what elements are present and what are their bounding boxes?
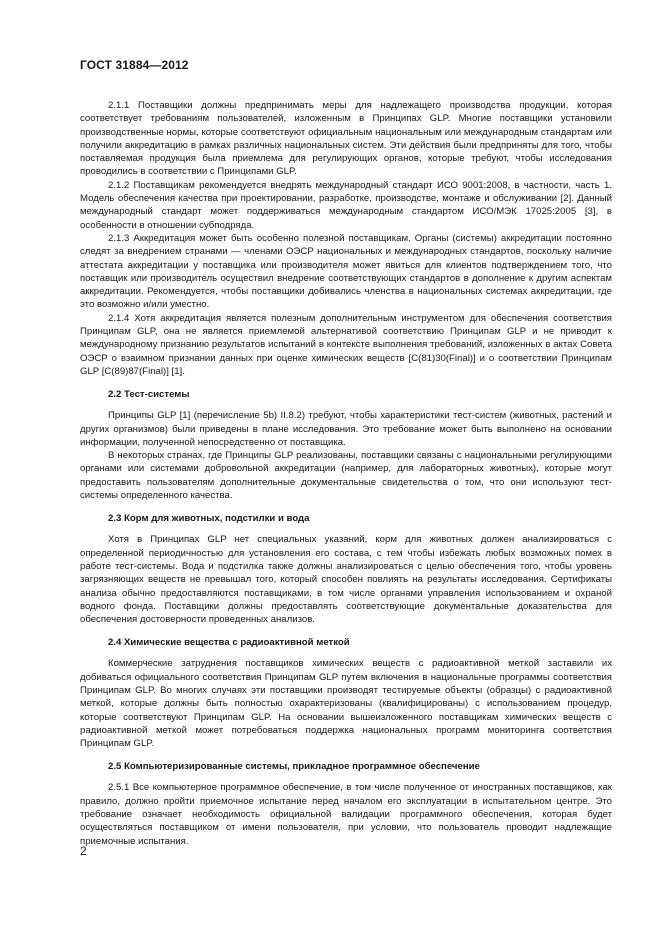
page-number: 2 [80,844,87,858]
paragraph-2-1-2: 2.1.2 Поставщикам рекомендуется внедрять международный стандарт ИСО 9001:2008, в частности, часть 1. Модель обеспечения качества при проектировании, разработке, производстве, монтаже и обслуживании [2]. Данный международный стандарт может поддерживаться международным стандартом ИСО/МЭК 17025:2005 [3], в особенности в отношении субподряда. [80,179,612,231]
paragraph-2-1-1: 2.1.1 Поставщики должны предпринимать меры для надлежащего производства продукции, которая соответствует требованиям пользователей, изложенным в Принципах GLP. Многие поставщики установили производственные нормы, которые соответствуют официальным национальным или международным стандартам или получили аккредитацию в рамках различных национальных систем. Эти действия были предприняты для того, чтобы поставляемая продукция была приемлема для регулирующих органов, которые требуют, чтобы исследования проводились в соответствии с Принципами GLP. [80,100,612,178]
section-heading-2-4: 2.4 Химические вещества с радиоактивной меткой [108,637,350,649]
paragraph-2-1-4: 2.1.4 Хотя аккредитация является полезным дополнительным инструментом для обеспечения соответствия Принципам GLP, она не является приемлемой альтернативой соответствию Принципам GLP и не приводит к международному признанию результатов испытаний в контексте выполнения требований, изложенных в актах Совета ОЭСР о взаимном признании данных при оценке химических веществ [C(81)30(Final)] и о соответствии Принципам GLP [C(89)87(Final)] [1]. [80,312,612,377]
paragraph-2-4-1: Коммерческие затруднения поставщиков химических веществ с радиоактивной меткой заставили их добиваться официального соответствия Принципам GLP путем включения в национальные программы соответствия Принципам GLP. Во многих случаях эти поставщики производят тестируемые объекты (образцы) с радиоактивной меткой, которые должны быть полностью охарактеризованы (квалифицированы) с использованием процедур, которые соответствуют Принципам GLP. На основании вышеизложенного поставщикам химических веществ с радиоактивной меткой может потребоваться поддержка национальных программ мониторинга соответствия Принципам GLP. [80,658,612,750]
paragraph-2-5-1: 2.5.1 Все компьютерное программное обеспечение, в том числе полученное от иностранных поставщиков, как правило, должно пройти приемочное испытание перед началом его эксплуатации в испытательном центре. Это требование означает необходимость официальной валидации программного обеспечения, которая будет осуществляться поставщиком от имени пользователя, при условии, что пользователь проводит надлежащие приемочные испытания. [80,782,612,847]
paragraph-2-2-2: В некоторых странах, где Принципы GLP реализованы, поставщики связаны с национальными регулирующими органами или системами добровольной аккредитации (например, для лабораторных животных), которые могут предоставить пользователям дополнительные документальные свидетельства о том, что они используют тест-системы определенного качества. [80,450,612,502]
paragraph-2-3-1: Хотя в Принципах GLP нет специальных указаний, корм для животных должен анализироваться с определенной периодичностью для установления его состава, с тем чтобы избежать любых возможных помех в работе тест-системы. Вода и подстилка также должны анализироваться с целью обеспечения того, чтобы уровень загрязняющих веществ не превышал того, который способен повлиять на результаты исследования. Сертификаты анализа обычно предоставляются поставщиками, в том числе органами управления использованием и охраной водного фонда. Поставщики должны предоставлять соответствующие документальные доказательства для обеспечения достоверности проведенных анализов. [80,534,612,626]
document-header-title: ГОСТ 31884—2012 [80,58,189,72]
paragraph-2-1-3: 2.1.3 Аккредитация может быть особенно полезной поставщикам. Органы (системы) аккредитации постоянно следят за внедрением странами — членами ОЭСР национальных и международных стандартов, поскольку наличие аттестата аккредитации у поставщика или производителя может явиться для клиентов подтверждением того, что поставщик или производитель осуществил внедрение соответствующих стандартов в дополнение к другим аспектам аккредитации. Рекомендуется, чтобы поставщики добивались членства в национальных системах аккредитации, где это возможно и/или уместно. [80,232,612,311]
section-heading-2-3: 2.3 Корм для животных, подстилки и вода [108,513,310,525]
document-body [80,99,612,848]
section-heading-2-5: 2.5 Компьютеризированные системы, прикладное программное обеспечение [108,761,480,773]
paragraph-2-2-1: Принципы GLP [1] (перечисление 5b) II.8.2) требуют, чтобы характеристики тест-систем (животных, растений и других организмов) были приведены в плане исследования. Это требование может быть выполнено на основании информации, полученной непосредственно от поставщика. [80,410,612,448]
section-heading-2-2: 2.2 Тест-системы [108,389,190,401]
